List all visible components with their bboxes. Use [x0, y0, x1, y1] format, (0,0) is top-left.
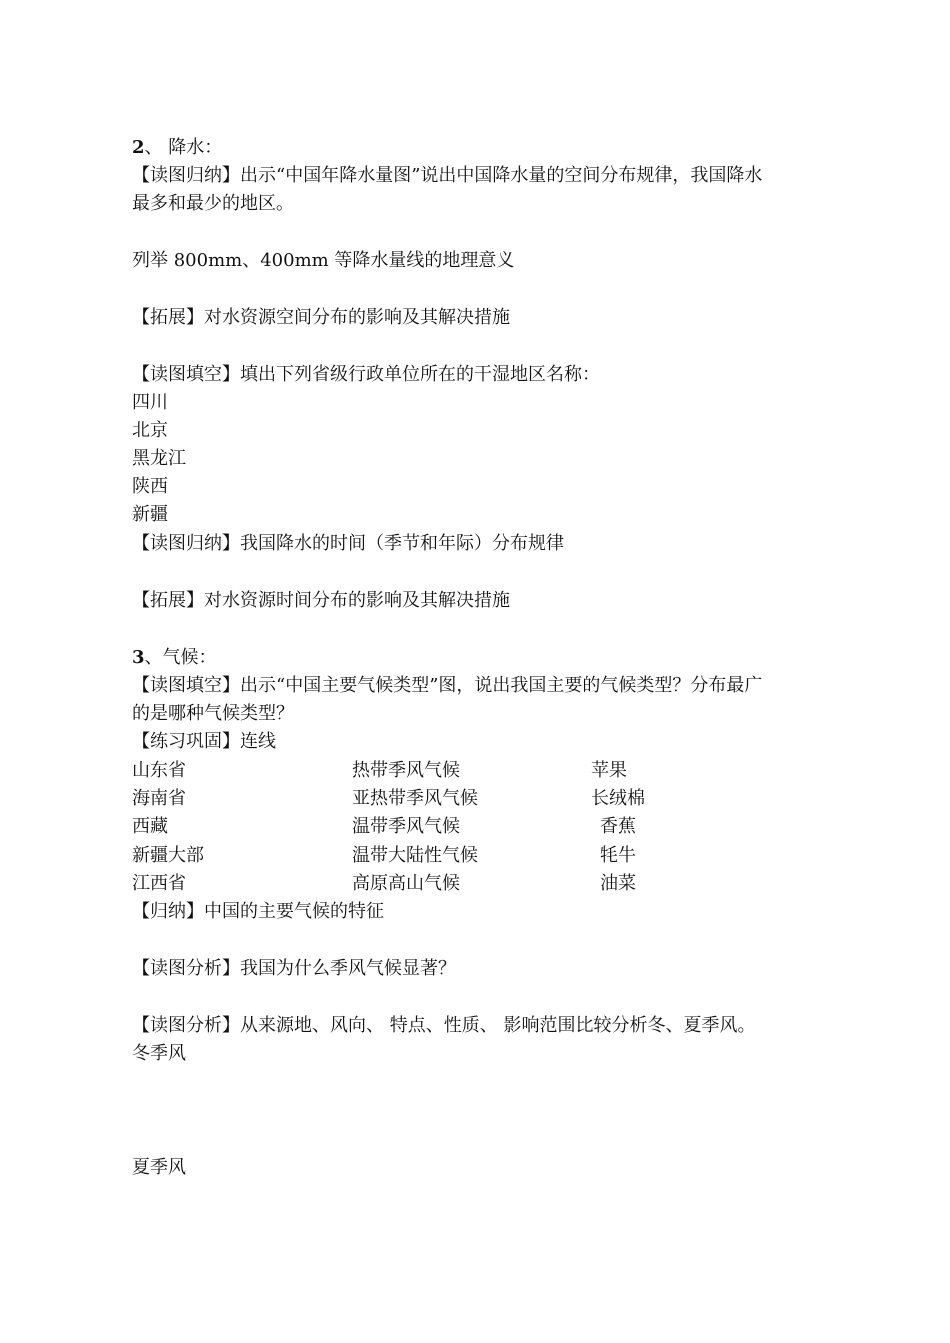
match-climate: 高原高山气候 [352, 873, 460, 894]
match-product: 苹果 [591, 760, 627, 781]
match-region: 西藏 [132, 816, 168, 837]
section-3-paragraph-5: 【读图分析】从来源地、风向、 特点、性质、 影响范围比较分析冬、夏季风。 [132, 1015, 756, 1036]
section-3-paragraph-1-line-2: 的是哪种气候类型？ [132, 703, 294, 724]
match-region: 江西省 [132, 873, 186, 894]
section-2-title: 、 降水： [144, 137, 223, 158]
winter-monsoon-label: 冬季风 [132, 1043, 186, 1064]
province-item: 陕西 [132, 476, 168, 497]
section-2-paragraph-1-line-1: 【读图归纳】出示“中国年降水量图”说出中国降水量的空间分布规律，我国降水 [132, 165, 763, 186]
section-3-paragraph-3: 【归纳】中国的主要气候的特征 [132, 901, 384, 922]
section-3-paragraph-4: 【读图分析】我国为什么季风气候显著？ [132, 958, 456, 979]
match-product: 牦牛 [600, 845, 636, 866]
section-2-number: 2 [132, 137, 145, 158]
province-item: 新疆 [132, 504, 168, 525]
section-3-heading [132, 646, 217, 670]
match-climate: 亚热带季风气候 [352, 788, 478, 809]
section-2-heading [132, 136, 222, 160]
section-2-paragraph-4: 【读图填空】填出下列省级行政单位所在的干湿地区名称： [132, 364, 600, 385]
match-region: 海南省 [132, 788, 186, 809]
match-climate: 温带大陆性气候 [352, 845, 478, 866]
section-3-number: 3 [132, 647, 145, 668]
section-3-paragraph-2: 【练习巩固】连线 [132, 731, 276, 752]
section-2-paragraph-6: 【拓展】对水资源时间分布的影响及其解决措施 [132, 590, 510, 611]
section-2-paragraph-3: 【拓展】对水资源空间分布的影响及其解决措施 [132, 307, 510, 328]
match-region: 新疆大部 [132, 845, 204, 866]
section-2-paragraph-2: 列举 800mm、400mm 等降水量线的地理意义 [132, 250, 515, 271]
match-product: 油菜 [600, 873, 636, 894]
match-climate: 热带季风气候 [352, 760, 460, 781]
section-3-title: 、气候： [144, 647, 217, 668]
match-climate: 温带季风气候 [352, 816, 460, 837]
province-item: 黑龙江 [132, 448, 186, 469]
match-product: 香蕉 [600, 816, 636, 837]
match-product: 长绒棉 [591, 788, 645, 809]
province-item: 北京 [132, 420, 168, 441]
section-3-paragraph-1-line-1: 【读图填空】出示“中国主要气候类型”图，说出我国主要的气候类型？分布最广 [132, 675, 763, 696]
section-2-paragraph-5: 【读图归纳】我国降水的时间（季节和年际）分布规律 [132, 533, 564, 554]
summer-monsoon-label: 夏季风 [132, 1157, 186, 1178]
province-item: 四川 [132, 392, 168, 413]
section-2-paragraph-1-line-2: 最多和最少的地区。 [132, 193, 294, 214]
match-region: 山东省 [132, 760, 186, 781]
